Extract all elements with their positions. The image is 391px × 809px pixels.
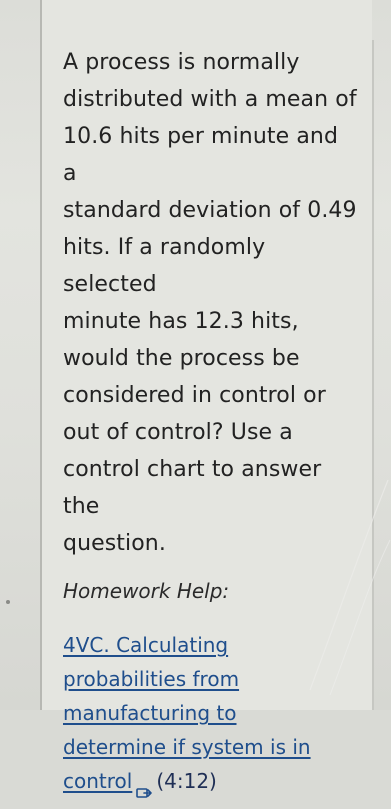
link-line[interactable]: 4VC. Calculating — [63, 633, 229, 657]
question-line: would the process be — [63, 346, 300, 371]
question-line: out of control? Use a — [63, 420, 293, 445]
question-line: question. — [63, 531, 166, 556]
link-line[interactable]: determine if system is in — [63, 735, 311, 759]
external-link-icon[interactable] — [136, 775, 152, 787]
homework-help-heading: Homework Help: — [63, 579, 230, 603]
question-line: minute has 12.3 hits, — [63, 309, 299, 334]
homework-help-video-link[interactable] — [63, 628, 353, 798]
question-line: standard deviation of 0.49 — [63, 198, 357, 223]
question-line: hits. If a randomly selected — [63, 235, 266, 297]
question-text — [63, 44, 358, 562]
link-line[interactable]: control — [63, 769, 133, 793]
link-line[interactable]: manufacturing to — [63, 701, 237, 725]
content-area — [63, 44, 358, 798]
question-line: distributed with a mean of — [63, 87, 357, 112]
link-line[interactable]: probabilities from — [63, 667, 240, 691]
question-line: considered in control or — [63, 383, 326, 408]
video-duration: (4:12) — [156, 769, 217, 793]
question-line: control chart to answer the — [63, 457, 322, 519]
margin-dot — [6, 600, 10, 604]
question-line: 10.6 hits per minute and a — [63, 124, 339, 186]
panel-right-border — [372, 40, 374, 710]
question-line: A process is normally — [63, 50, 300, 75]
